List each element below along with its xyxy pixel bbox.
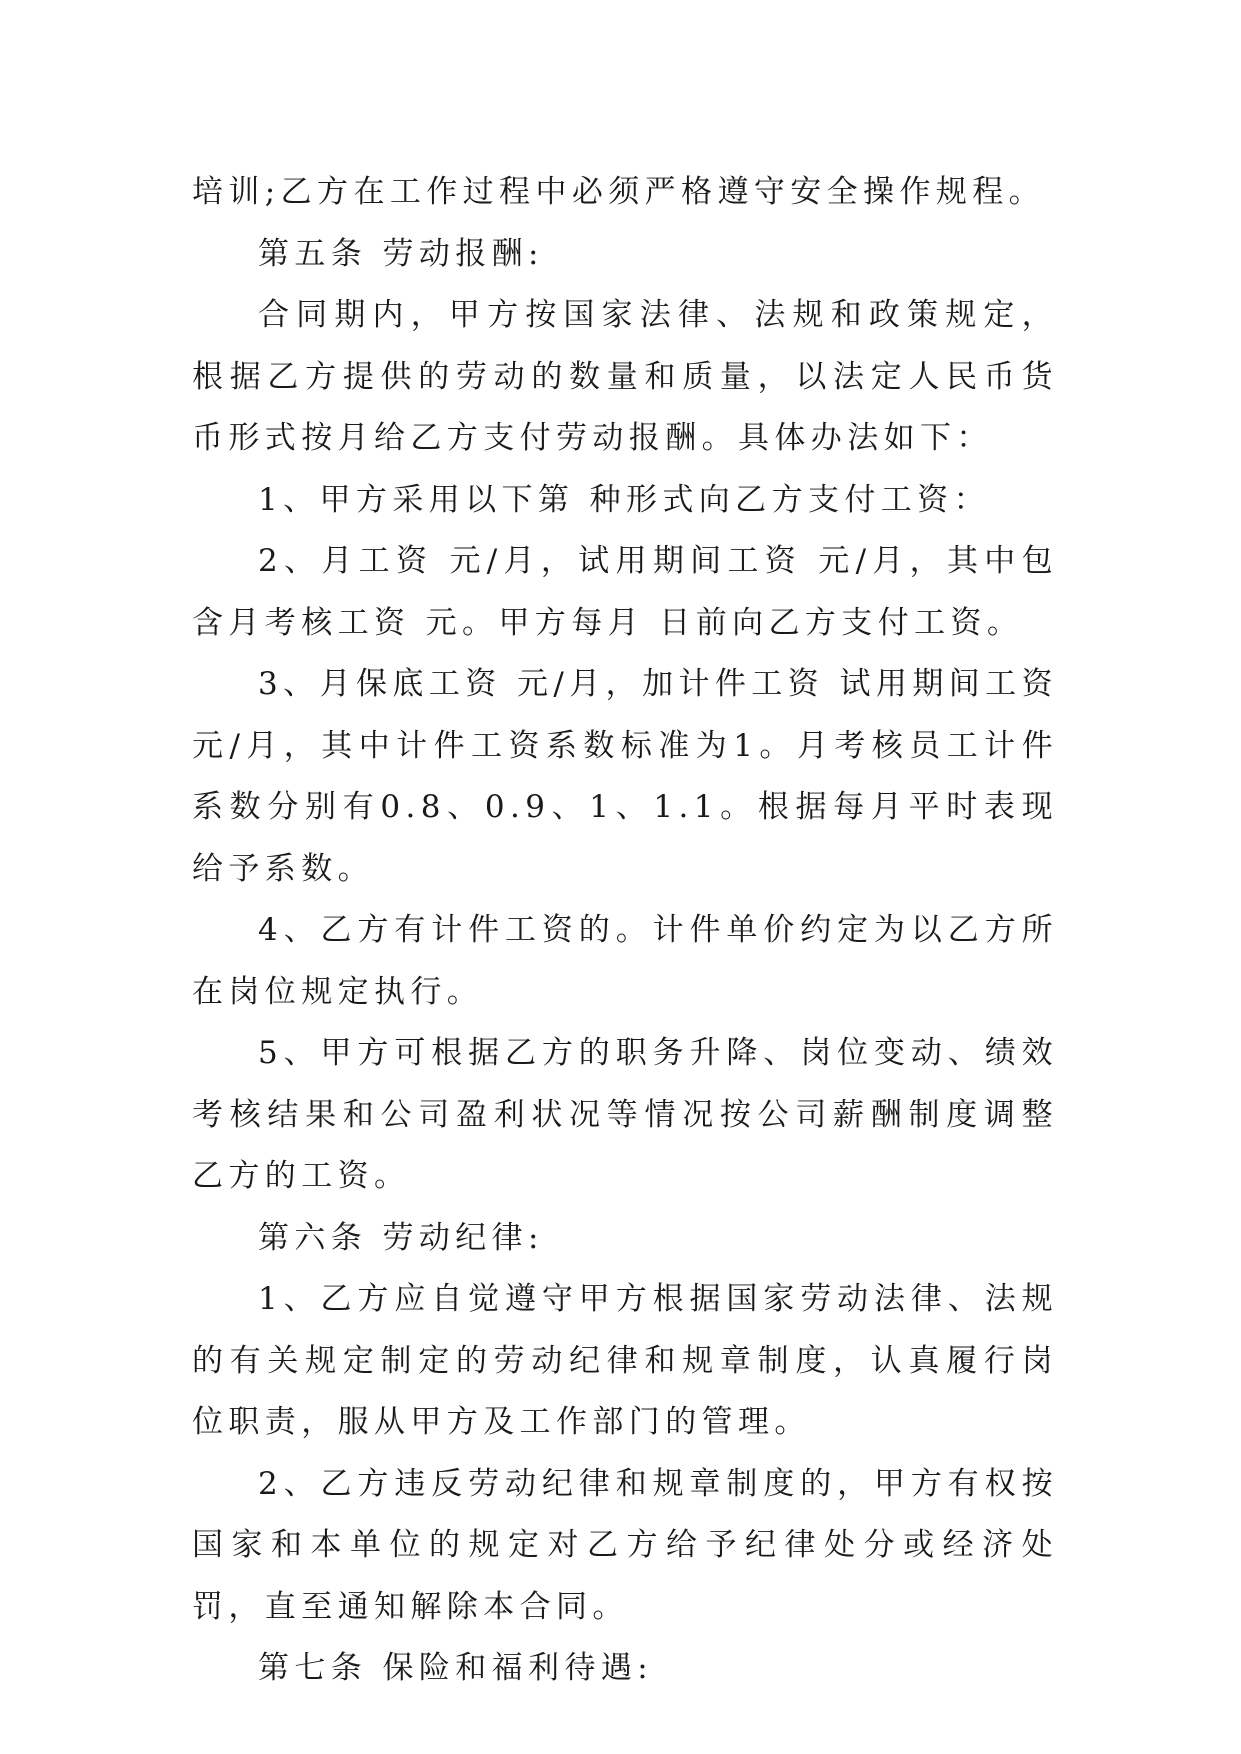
paragraph-item-4: 4、乙方有计件工资的。计件单价约定为以乙方所在岗位规定执行。 [192,912,1058,1010]
paragraph-item-2: 2、月工资 元/月，试用期间工资 元/月，其中包含月考核工资 元。甲方每月 日前向乙方支付工资。 [192,543,1058,641]
paragraph-remuneration-intro: 合同期内，甲方按国家法律、法规和政策规定，根据乙方提供的劳动的数量和质量，以法定人民币货币形式按月给乙方支付劳动报酬。具体办法如下： [192,297,1058,456]
paragraph-item-3: 3、月保底工资 元/月，加计件工资 试用期间工资 元/月，其中计件工资系数标准为1。月考核员工计件系数分别有0.8、0.9、1、1.1。根据每月平时表现给予系数。 [192,666,1058,887]
document-body [192,162,1058,1700]
heading-article-6: 第六条 劳动纪律: [258,1219,544,1256]
heading-article-7: 第七条 保险和福利待遇: [258,1650,654,1686]
paragraph-training-continued: 培训;乙方在工作过程中必须严格遵守安全操作规程。 [192,174,1046,210]
heading-article-5: 第五条 劳动报酬: [258,235,544,272]
paragraph-item-1: 1、甲方采用以下第 种形式向乙方支付工资： [258,481,990,518]
paragraph-discipline-2: 2、乙方违反劳动纪律和规章制度的，甲方有权按国家和本单位的规定对乙方给予纪律处分或经济处罚，直至通知解除本合同。 [192,1465,1058,1625]
paragraph-item-5: 5、甲方可根据乙方的职务升降、岗位变动、绩效考核结果和公司盈利状况等情况按公司薪酬制度调整乙方的工资。 [192,1035,1058,1194]
paragraph-discipline-1: 1、乙方应自觉遵守甲方根据国家劳动法律、法规的有关规定制定的劳动纪律和规章制度，认真履行岗位职责，服从甲方及工作部门的管理。 [192,1281,1058,1440]
